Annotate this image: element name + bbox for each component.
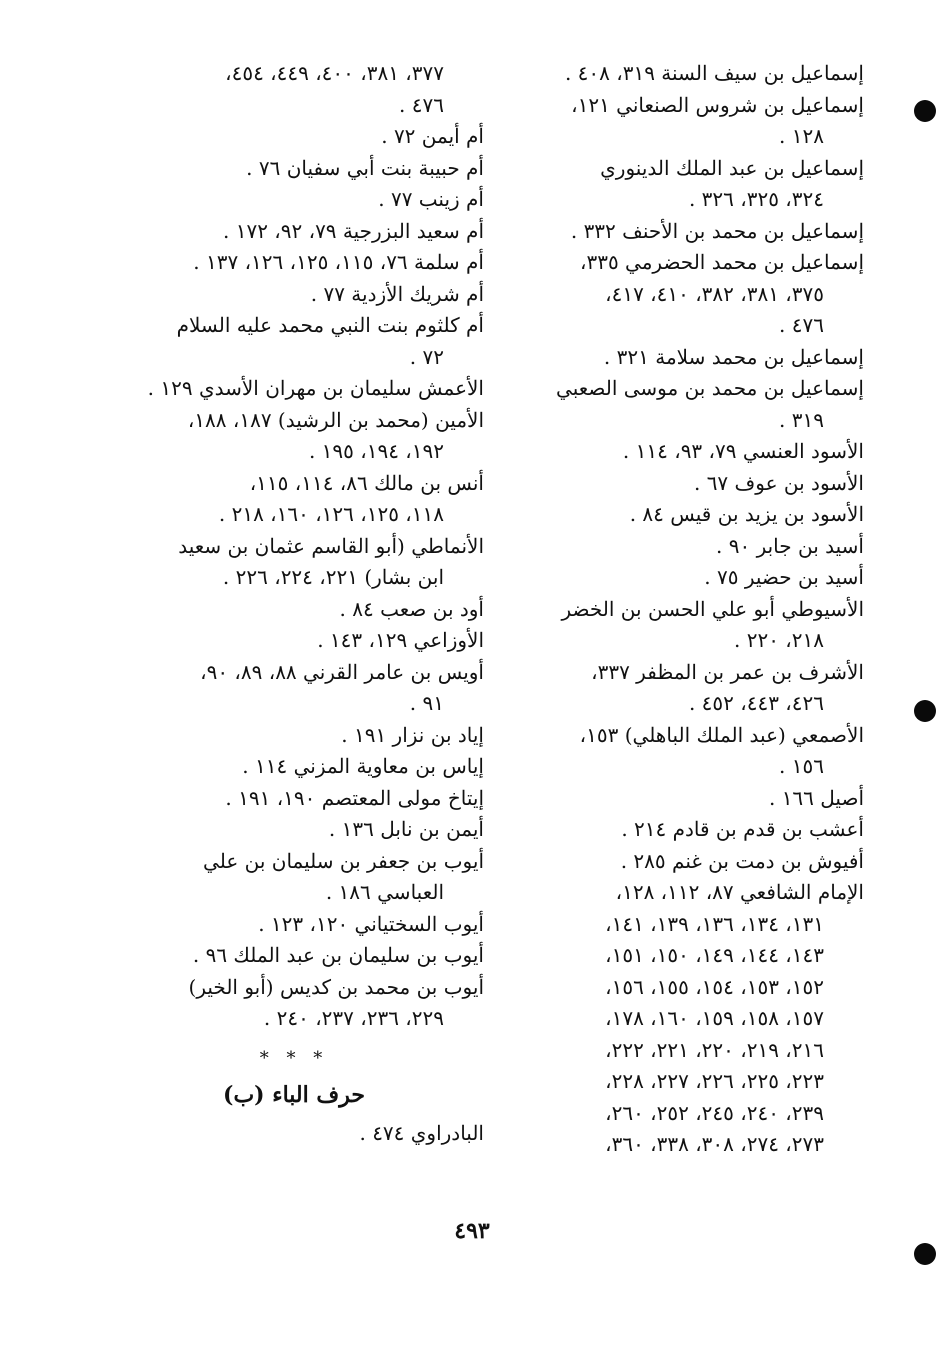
index-entry xyxy=(534,499,864,531)
binder-hole-top xyxy=(914,100,936,122)
entry-line: إسماعيل بن عبد الملك الدينوري xyxy=(600,155,864,180)
entry-continuation-line: العباسي ١٨٦ . xyxy=(325,880,444,904)
index-entry xyxy=(534,783,864,815)
index-entry xyxy=(164,657,484,720)
index-entry xyxy=(164,468,484,531)
index-entry xyxy=(534,90,864,153)
entry-line: أيوب بن جعفر بن سليمان بن علي xyxy=(203,848,484,873)
index-entry xyxy=(534,58,864,90)
entry-continuation-line: ٣٢٤، ٣٢٥، ٣٢٦ . xyxy=(688,187,824,211)
index-entry xyxy=(164,121,484,153)
entry-line: الأشرف بن عمر بن المظفر ٣٣٧، xyxy=(591,659,864,684)
entry-line: الأسود بن يزيد بن قيس ٨٤ . xyxy=(629,502,864,526)
index-entry xyxy=(534,877,864,1161)
entry-line: الأوزاعي ١٢٩، ١٤٣ . xyxy=(317,628,484,652)
entry-line: إسماعيل بن محمد بن موسى الصعبي xyxy=(556,376,864,400)
binder-hole-bottom xyxy=(914,1243,936,1265)
entry-continuation-line: ٢٢٣، ٢٢٥، ٢٢٦، ٢٢٧، ٢٢٨، xyxy=(605,1069,824,1093)
entry-continuation-line: ٢٧٣، ٢٧٤، ٣٠٨، ٣٣٨، ٣٦٠، xyxy=(605,1132,824,1156)
index-entry xyxy=(164,625,484,657)
entry-line: الأمين (محمد بن الرشيد) ١٨٧، ١٨٨، xyxy=(187,407,484,432)
index-entry xyxy=(164,940,484,972)
index-entry xyxy=(534,153,864,216)
entry-continuation-line: ١٥٢، ١٥٣، ١٥٤، ١٥٥، ١٥٦، xyxy=(605,974,824,999)
entry-line: إسماعيل بن شروس الصنعاني ١٢١، xyxy=(571,92,864,117)
index-entry xyxy=(164,247,484,279)
entry-line: أيوب السختياني ١٢٠، ١٢٣ . xyxy=(258,911,484,936)
entry-line: إيتاخ مولى المعتصم ١٩٠، ١٩١ . xyxy=(225,785,484,810)
index-entry xyxy=(534,720,864,783)
index-entry xyxy=(164,972,484,1035)
index-entry xyxy=(534,657,864,720)
index-entry xyxy=(164,405,484,468)
entry-line: أم سعيد البزرجية ٧٩، ٩٢، ١٧٢ . xyxy=(223,218,484,243)
index-entry xyxy=(164,814,484,846)
index-column-right xyxy=(534,58,864,1161)
entry-line: أم سلمة ٧٦، ١١٥، ١٢٥، ١٢٦، ١٣٧ . xyxy=(193,250,484,274)
index-entry xyxy=(164,58,484,121)
entry-continuation-line: ٧٢ . xyxy=(409,344,444,369)
index-entry xyxy=(164,720,484,752)
entry-line: الأسيوطي أبو علي الحسن بن الخضر xyxy=(561,596,864,621)
entry-line: أم زينب ٧٧ . xyxy=(378,187,484,211)
entry-line: أيمن بن نابل ١٣٦ . xyxy=(328,817,484,841)
entry-line: أفيوش بن دمت بن غنم ٢٨٥ . xyxy=(620,848,864,873)
section-separator: * * * xyxy=(259,1047,329,1069)
index-entry xyxy=(534,216,864,248)
index-entry xyxy=(534,846,864,878)
entry-line: أويس بن عامر القرني ٨٨، ٨٩، ٩٠، xyxy=(200,659,484,684)
entry-continuation-line: ٣١٩ . xyxy=(779,407,824,432)
index-entry xyxy=(164,216,484,248)
entry-continuation-line: ٢١٦، ٢١٩، ٢٢٠، ٢٢١، ٢٢٢، xyxy=(605,1037,824,1062)
entry-line: أيوب بن محمد بن كديس (أبو الخير) xyxy=(188,974,484,999)
entry-line: أم كلثوم بنت النبي محمد عليه السلام xyxy=(176,313,484,337)
entry-line: الأسود بن عوف ٦٧ . xyxy=(693,470,864,495)
index-entry xyxy=(164,909,484,941)
index-entry xyxy=(534,247,864,342)
entry-continuation-line: ١٢٨ . xyxy=(779,124,824,148)
entry-continuation-line: ١٩٢، ١٩٤، ١٩٥ . xyxy=(308,439,444,463)
index-entry xyxy=(164,751,484,783)
index-entry xyxy=(164,1118,484,1150)
index-entry xyxy=(534,468,864,500)
index-entry xyxy=(164,783,484,815)
entry-line: الإمام الشافعي ٨٧، ١١٢، ١٢٨، xyxy=(615,880,864,904)
index-entry xyxy=(164,184,484,216)
entry-line: إسماعيل بن محمد سلامة ٣٢١ . xyxy=(603,344,864,369)
entry-line: أم أيمن ٧٢ . xyxy=(381,124,484,148)
entry-line: إياس بن معاوية المزني ١١٤ . xyxy=(242,754,484,778)
after-heading-entries xyxy=(164,1118,484,1150)
entry-continuation-line: ابن بشار) ٢٢١، ٢٢٤، ٢٢٦ . xyxy=(222,565,444,589)
entry-line: الأصمعي (عبد الملك الباهلي) ١٥٣، xyxy=(579,722,864,747)
index-entry xyxy=(164,153,484,185)
index-entry xyxy=(164,279,484,311)
entry-line: أعشب بن قدم بن قادم ٢١٤ . xyxy=(621,817,864,841)
entry-line: إياد بن نزار ١٩١ . xyxy=(341,722,484,747)
entry-continuation-line: ١٣١، ١٣٤، ١٣٦، ١٣٩، ١٤١، xyxy=(605,911,824,936)
index-column-left xyxy=(147,58,484,1149)
index-entry xyxy=(534,814,864,846)
entry-continuation-line: ١٥٧، ١٥٨، ١٥٩، ١٦٠، ١٧٨، xyxy=(605,1006,824,1030)
index-entry xyxy=(164,846,484,909)
index-entry xyxy=(534,373,864,436)
entry-line: إسماعيل بن محمد الحضرمي ٣٣٥، xyxy=(579,250,864,274)
index-entry xyxy=(534,436,864,468)
page-number: ٤٩٣ xyxy=(454,1218,490,1244)
binder-hole-middle xyxy=(914,700,936,722)
entry-line: إسماعيل بن محمد بن الأحنف ٣٣٢ . xyxy=(570,218,864,243)
entry-continuation-line: ٤٧٦ . xyxy=(399,92,444,117)
entry-line: أم حبيبة بنت أبي سفيان ٧٦ . xyxy=(246,155,484,180)
index-entry xyxy=(534,594,864,657)
entry-line: إسماعيل بن سيف السنة ٣١٩، ٤٠٨ . xyxy=(564,61,864,85)
entry-continuation-line: ٤٧٦ . xyxy=(779,313,824,337)
left-column-entries xyxy=(147,58,484,1035)
entry-line: أسيد بن حضير ٧٥ . xyxy=(704,565,864,589)
entry-continuation-line: ٢١٨، ٢٢٠ . xyxy=(734,628,824,652)
index-entry xyxy=(164,594,484,626)
index-entry xyxy=(164,310,484,373)
entry-line: الأسود العنسي ٧٩، ٩٣، ١١٤ . xyxy=(622,439,864,463)
entry-line: أنس بن مالك ٨٦، ١١٤، ١١٥، xyxy=(249,470,484,495)
entry-continuation-line: ٤٢٦، ٤٤٣، ٤٥٢ . xyxy=(688,691,824,715)
entry-continuation-line: ١٤٣، ١٤٤، ١٤٩، ١٥٠، ١٥١، xyxy=(605,943,824,967)
entry-continuation-line: ٢٣٩، ٢٤٠، ٢٤٥، ٢٥٢، ٢٦٠، xyxy=(605,1100,824,1125)
entry-line: ٣٧٧، ٣٨١، ٤٠٠، ٤٤٩، ٤٥٤، xyxy=(225,61,444,85)
entry-line: البادراوي ٤٧٤ . xyxy=(359,1120,484,1145)
entry-line: أصيل ١٦٦ . xyxy=(768,785,864,810)
index-entry xyxy=(164,531,484,594)
entry-line: أيوب بن سليمان بن عبد الملك ٩٦ . xyxy=(192,943,484,967)
index-entry xyxy=(534,531,864,563)
entry-line: أم شريك الأزدية ٧٧ . xyxy=(310,281,484,306)
entry-line: الأعمش سليمان بن مهران الأسدي ١٢٩ . xyxy=(147,376,484,400)
entry-continuation-line: ٣٧٥، ٣٨١، ٣٨٢، ٤١٠، ٤١٧، xyxy=(605,281,824,306)
section-heading: حرف الباء (ب) xyxy=(223,1082,365,1108)
entry-continuation-line: ١٥٦ . xyxy=(779,754,824,778)
entry-line: أسيد بن جابر ٩٠ . xyxy=(716,533,864,558)
entry-continuation-line: ٢٢٩، ٢٣٦، ٢٣٧، ٢٤٠ . xyxy=(263,1006,444,1030)
index-entry xyxy=(534,562,864,594)
entry-line: الأنماطي (أبو القاسم عثمان بن سعيد xyxy=(178,533,484,558)
index-entry xyxy=(147,373,484,405)
entry-line: أود بن صعب ٨٤ . xyxy=(339,596,484,621)
entry-continuation-line: ١١٨، ١٢٥، ١٢٦، ١٦٠، ٢١٨ . xyxy=(218,502,444,526)
index-entry xyxy=(534,342,864,374)
entry-continuation-line: ٩١ . xyxy=(409,691,444,715)
